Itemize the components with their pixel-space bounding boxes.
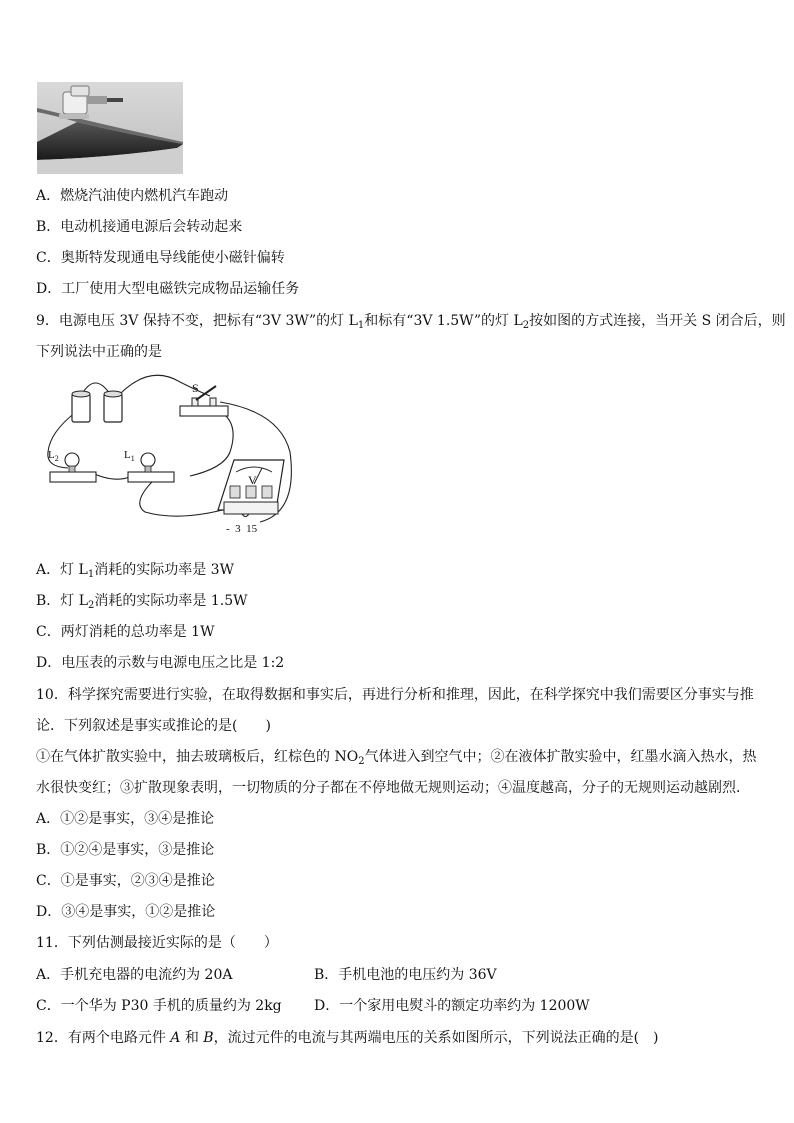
q10-desc-part: 气体进入到空气中；②在液体扩散实验中，红墨水滴入热水，热 [364,749,757,765]
q10-option-b: B．①②④是事实，③是推论 [36,842,215,858]
q8-option-a: A．燃烧汽油使内燃机汽车跑动 [36,188,229,204]
q9-option-d: D．电压表的示数与电源电压之比是 1:2 [36,655,285,671]
q10-stem-line1: 10．科学探究需要进行实验，在取得数据和事实后，再进行分析和推理，因此，在科学探究中我们需要区分事实与推 [36,687,754,703]
q11-stem: 11．下列估测最接近实际的是（ ） [36,935,278,951]
label-v: V [248,473,257,487]
q9-option-part: 消耗的实际功率是 1.5W [94,593,248,609]
q10-desc-line1 [36,747,757,767]
q11-option-c: C．一个华为 P30 手机的质量约为 2kg [36,998,282,1014]
switch-icon [180,386,228,416]
q9-option-c: C．两灯消耗的总功率是 1W [36,624,215,640]
q11-option-a: A．手机充电器的电流约为 20A [36,967,233,983]
q9-option-part: 消耗的实际功率是 3W [94,562,234,578]
q11-option-b: B．手机电池的电压约为 36V [314,967,497,983]
q10-desc-line2: 水很快变红；③扩散现象表明，一切物质的分子都在不停地做无规则运动；④温度越高，分子的无规则运动越剧烈． [36,780,750,796]
q12-stem-part: 12．有两个电路元件 [36,1030,171,1046]
q12-stem [36,1028,659,1048]
q8-option-d: D．工厂使用大型电磁铁完成物品运输任务 [36,281,300,297]
voltmeter-icon [218,460,284,514]
element-b: B [203,1030,214,1046]
q9-stem-part: 按如图的方式连接，当开关 S 闭合后，则 [529,313,786,329]
q10-option-a: A．①②是事实，③④是推论 [36,811,215,827]
voltmeter-terminals: - 3 15 [226,523,258,535]
circuit-diagram [40,372,300,542]
motor-photo [37,82,183,174]
q9-stem-part: 和标有“3V 1.5W”的灯 L [364,313,523,329]
q9-option-part: A．灯 L [36,562,88,578]
subscript: 2 [522,320,530,331]
subscript: 2 [88,600,95,611]
label-s: S [192,381,199,395]
q12-stem-part: ，流过元件的电流与其两端电压的关系如图所示，下列说法正确的是( ) [213,1030,659,1046]
q9-stem-line2: 下列说法中正确的是 [36,344,162,360]
q9-option-b [36,591,248,611]
subscript: 1 [87,569,95,580]
q9-option-part: B．灯 L [36,593,89,609]
q9-stem-part: 9．电源电压 3V 保持不变，把标有“3V 3W”的灯 L [36,313,358,329]
element-a: A [170,1030,181,1046]
q10-desc-part: ①在气体扩散实验中，抽去玻璃板后，红棕色的 NO [36,749,359,765]
q8-option-c: C．奥斯特发现通电导线能使小磁针偏转 [36,250,285,266]
q12-stem-part: 和 [180,1030,204,1046]
subscript: 1 [357,320,365,331]
q10-stem-line2: 论．下列叙述是事实或推论的是( ) [36,718,271,734]
q11-option-d: D．一个家用电熨斗的额定功率约为 1200W [314,998,590,1014]
label-l2: $L_2$ [48,449,59,463]
q10-option-d: D．③④是事实，①②是推论 [36,904,216,920]
bulb-l1-icon [128,453,174,482]
subscript: 2 [358,756,365,767]
q10-option-c: C．①是事实，②③④是推论 [36,873,215,889]
q9-option-a [36,560,234,580]
battery-icon [72,391,122,422]
q9-stem [36,311,786,331]
q8-option-b: B．电动机接通电源后会转动起来 [36,219,243,235]
label-l1: $L_1$ [124,449,135,463]
